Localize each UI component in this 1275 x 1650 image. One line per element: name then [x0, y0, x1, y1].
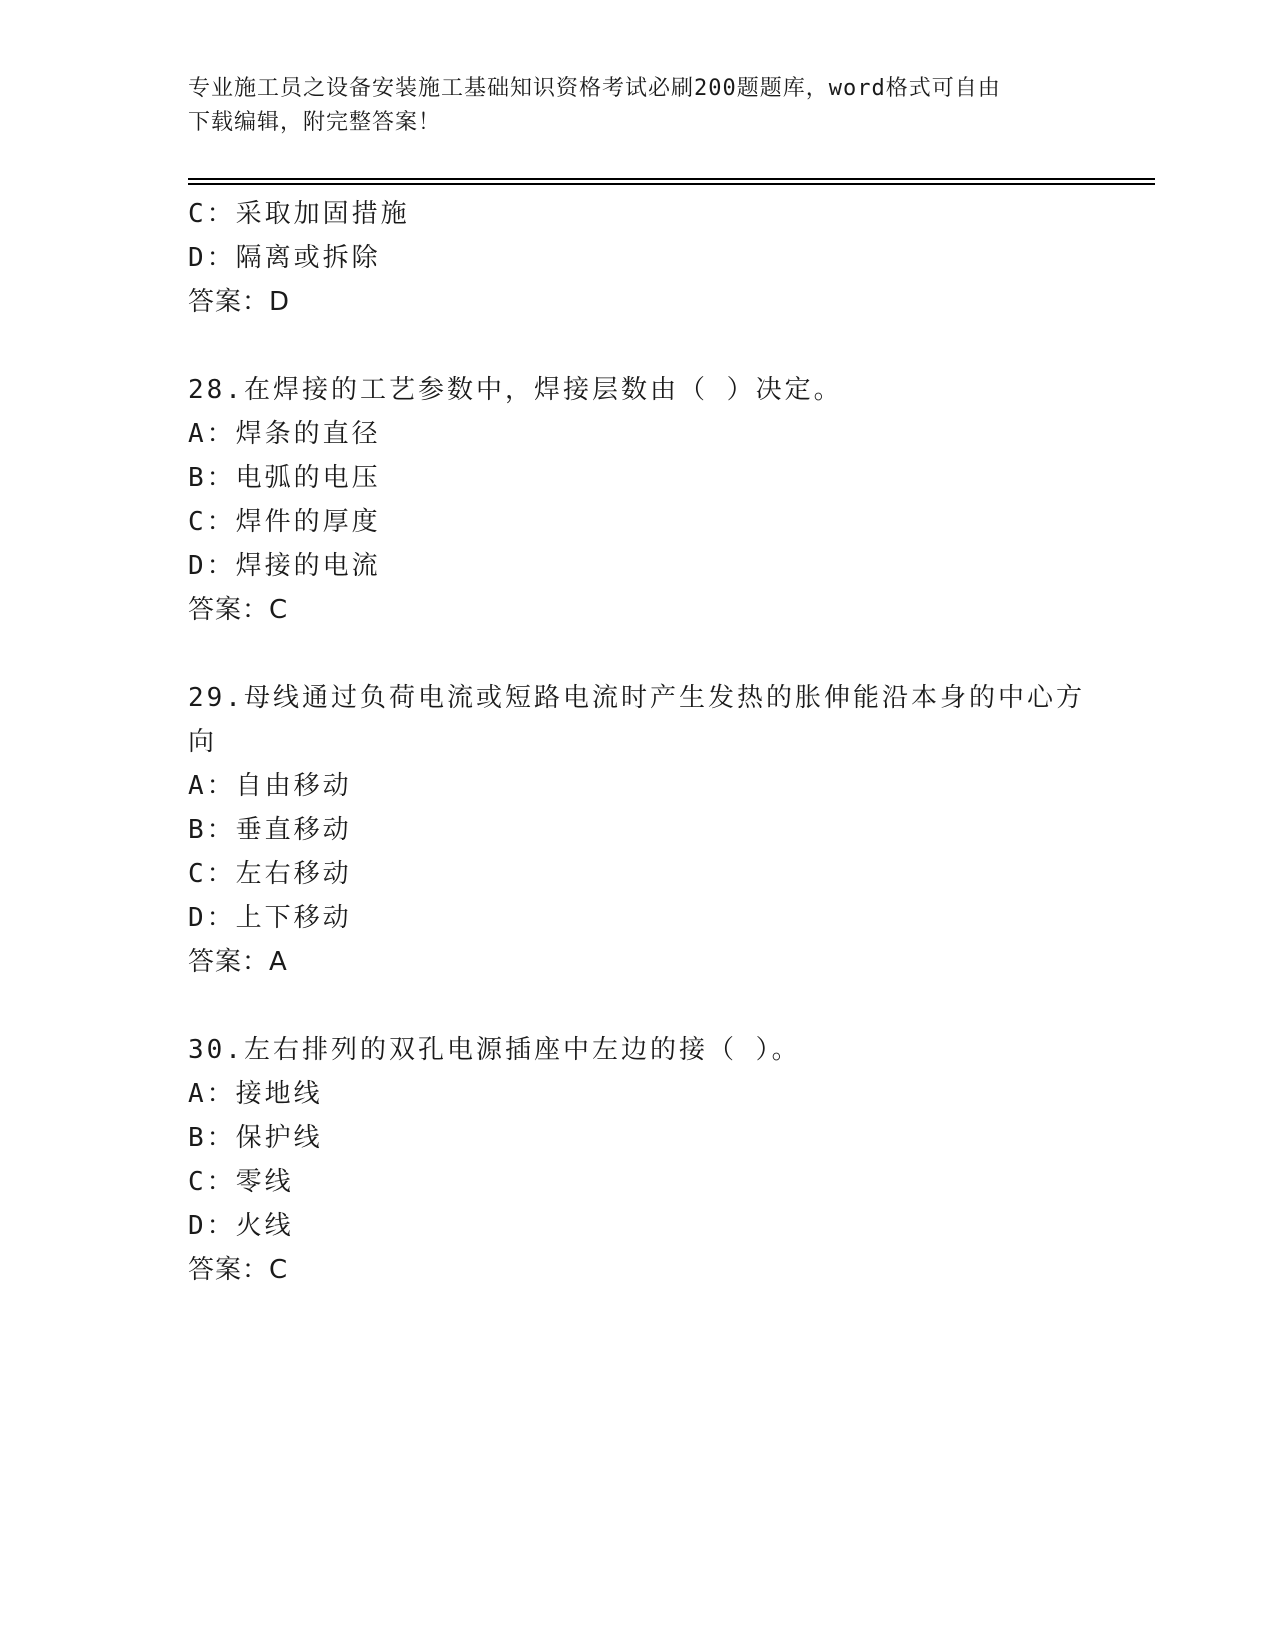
header-rule-top	[188, 178, 1155, 180]
q28-option-c: C：焊件的厚度	[188, 507, 381, 537]
q30-answer: 答案：C	[188, 1255, 289, 1285]
q30-option-a: A：接地线	[188, 1079, 323, 1109]
q28-option-d: D：焊接的电流	[188, 551, 381, 581]
q29-option-a: A：自由移动	[188, 771, 352, 801]
q27-answer: 答案：D	[188, 287, 291, 317]
q30-option-c: C：零线	[188, 1167, 294, 1197]
document-header	[188, 72, 1068, 140]
q28-question: 28.在焊接的工艺参数中，焊接层数由（ ）决定。	[188, 375, 843, 405]
q29-option-b: B：垂直移动	[188, 815, 352, 845]
q30-option-b: B：保护线	[188, 1123, 323, 1153]
q27-option-d: D：隔离或拆除	[188, 243, 381, 273]
q28-answer: 答案：C	[188, 595, 289, 625]
q28-option-b: B：电弧的电压	[188, 463, 381, 493]
q27-option-c: C：采取加固措施	[188, 199, 410, 229]
q29-option-c: C：左右移动	[188, 859, 352, 889]
q29-answer: 答案：A	[188, 947, 288, 977]
header-rule-bottom	[188, 183, 1155, 185]
q29-question-line-1: 29.母线通过负荷电流或短路电流时产生发热的胀伸能沿本身的中心方	[188, 683, 1085, 713]
q29-option-d: D：上下移动	[188, 903, 352, 933]
header-line-2: 下载编辑，附完整答案！	[188, 110, 442, 135]
header-line-1: 专业施工员之设备安装施工基础知识资格考试必刷200题题库，word格式可自由	[188, 76, 1001, 101]
q29-question-line-2: 向	[188, 727, 218, 757]
q30-question: 30.左右排列的双孔电源插座中左边的接（ ）。	[188, 1035, 801, 1065]
q30-option-d: D：火线	[188, 1211, 294, 1241]
q28-option-a: A：焊条的直径	[188, 419, 381, 449]
